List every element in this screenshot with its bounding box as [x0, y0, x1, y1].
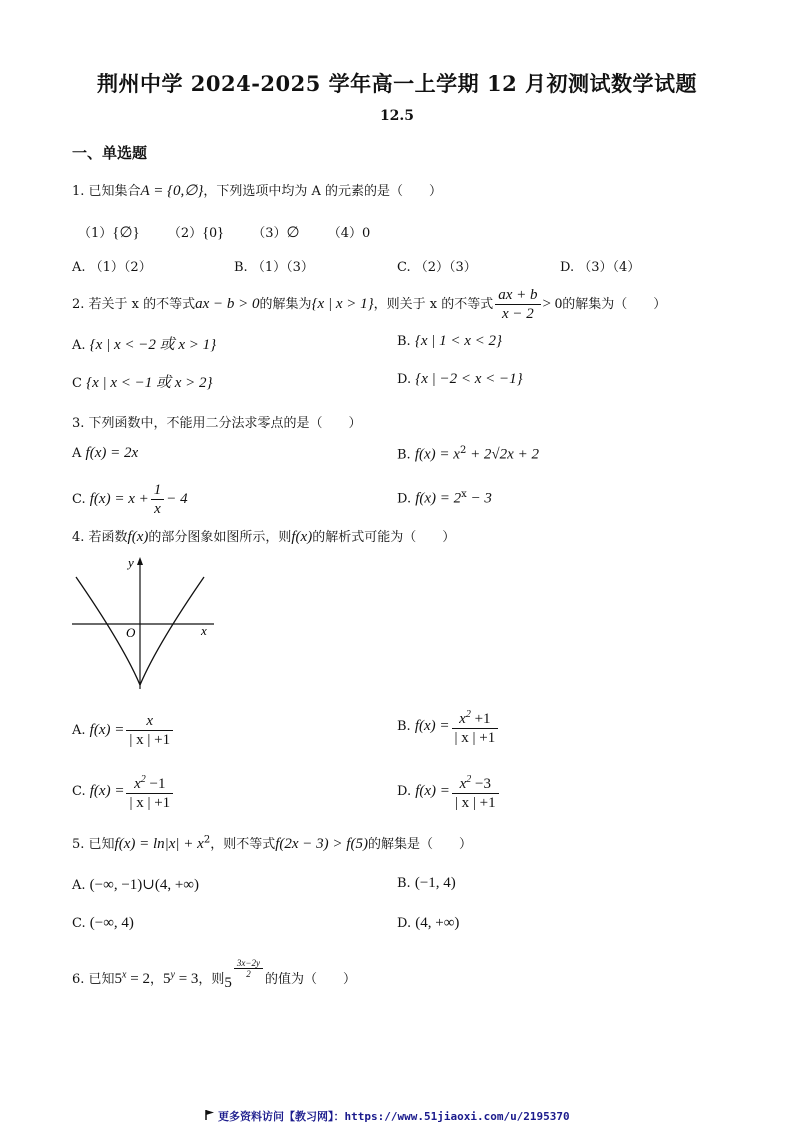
q5-stem: 5. 已知$f(x) = \ln|x| + x^2$，则不等式f(2x − 3) > f(5)的解集是（ ）	[72, 834, 472, 852]
q1-option-d[interactable]: D. （3）（4）	[560, 260, 641, 275]
q3-stem: 3. 下列函数中，不能用二分法求零点的是（ ）	[72, 416, 362, 431]
q1-stem: 1. 已知集合A = {0,∅}，下列选项中均为 A 的元素的是（ ）	[72, 183, 443, 199]
q2-option-d[interactable]: D. {x | −2 < x < −1}	[397, 371, 523, 387]
exam-date: 12.5	[379, 108, 415, 124]
q1-option-a[interactable]: A. （1）（2）	[72, 260, 152, 275]
q4-option-a[interactable]: A. f(x) = $\frac{x}{| x | +1}$	[72, 712, 175, 749]
q3-option-a[interactable]: A f(x) = 2x	[72, 445, 139, 461]
q4-option-d[interactable]: D. f(x) = $\frac{x^2 -3}{| x | +1}$	[397, 771, 501, 812]
q1-option-b[interactable]: B. （1）（3）	[234, 260, 314, 275]
q5-option-d[interactable]: D. (4, +∞)	[397, 915, 460, 931]
q3-option-b[interactable]: B. $f(x) = x^2 + 2√2x + 2$	[397, 445, 539, 463]
y-axis-label: y	[128, 555, 134, 570]
q5-option-a[interactable]: A. (−∞, −1)∪(4, +∞)	[72, 877, 199, 893]
q5-option-b[interactable]: B. (−1, 4)	[397, 875, 456, 891]
q2-option-a[interactable]: A. {x | x < −2 或 x > 1}	[72, 337, 217, 353]
section-heading: 一、单选题	[72, 144, 148, 162]
q3-option-d[interactable]: D. $f(x) = 2^x - 3$	[397, 489, 492, 507]
q4-stem: 4. 若函数f(x)的部分图象如图所示，则f(x)的解析式可能为（ ）	[72, 529, 456, 545]
x-axis-label: x	[201, 623, 207, 638]
y-axis-arrow	[137, 557, 143, 565]
q4-function-graph	[68, 555, 218, 695]
flag-icon	[205, 1110, 215, 1120]
q4-option-b[interactable]: B. f(x) = $\frac{x^2 +1}{| x | +1}$	[397, 706, 500, 747]
q2-option-c[interactable]: C {x | x < −1 或 x > 2}	[72, 375, 213, 391]
origin-label: O	[126, 625, 136, 640]
q5-option-c[interactable]: C. (−∞, 4)	[72, 915, 134, 931]
q2-stem: 2. 若关于 x 的不等式ax − b > 0的解集为{x | x > 1}，则关于 x 的不等式 $\frac{ax + b}{x - 2}$ > 0的解集为（ ）	[72, 287, 667, 322]
page-title: 荆州中学 2024-2025 学年高一上学期 12 月初测试数学试题	[96, 71, 698, 96]
q1-items: （1）{∅} （2）{0} （3）∅ （4）0	[78, 225, 371, 241]
q1-option-c[interactable]: C. （2）（3）	[397, 260, 477, 275]
curve-right	[140, 577, 204, 685]
q6-stem: 6. 已知$5^x = 2$，$5^y = 3$，则5 $\frac{3x-2y}{2}$ 的值为（ ）	[72, 958, 356, 991]
q2-option-b[interactable]: B. {x | 1 < x < 2}	[397, 333, 503, 349]
q3-option-c[interactable]: C. f(x) = x + $\frac{1}{x}$ − 4	[72, 482, 188, 517]
q4-option-c[interactable]: C. f(x) = $\frac{x^2 -1}{| x | +1}$	[72, 771, 175, 812]
footer-link[interactable]: 更多资料访问【教习网】：https://www.51jiaoxi.com/u/2195370	[205, 1108, 570, 1124]
